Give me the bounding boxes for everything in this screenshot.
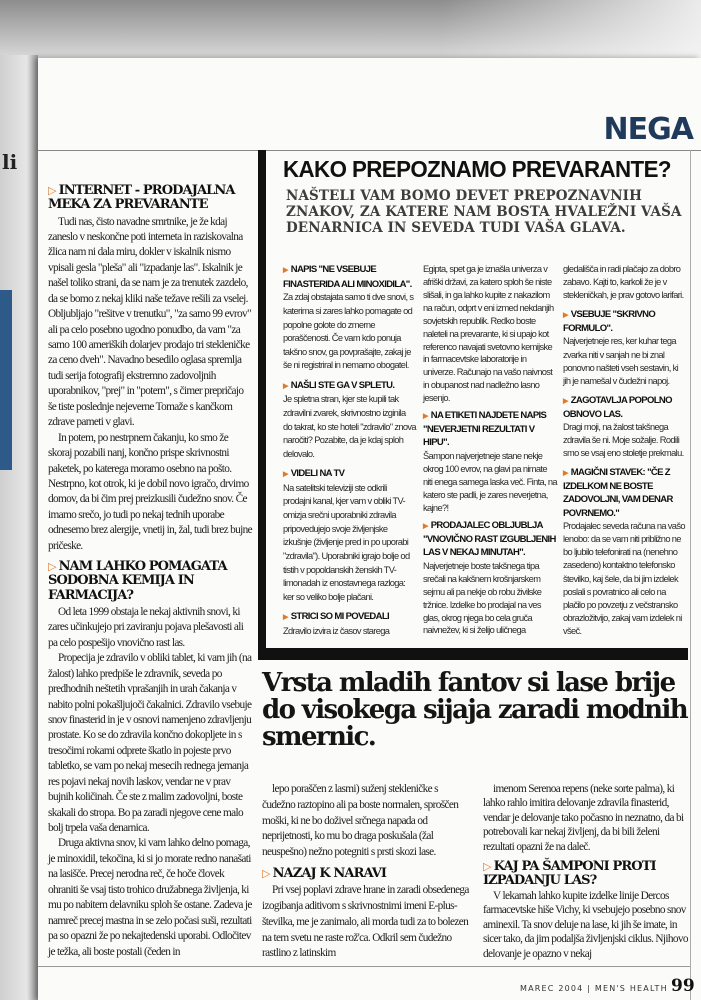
arrow-bullet-icon: ▶ — [563, 470, 568, 478]
paragraph: Tudi nas, čisto navadne smrtnike, je že kdaj zaneslo v neskončne poti interneta in raziskovalna žlica nam ni dala miru, dokler v iskalnik nismo vpisali gesla "pleša" ali "izpadanje las". Iskalnik je našel toliko strani, da se nam je za trenutek zazdelo, da se bomo z nekaj kliki naše težave rešili za vselej. Obljubljajo "rešitve v trenutku", "za samo 99 evrov" ali pa celo posebno ugodno ponudbo, da vam "za samo 100 ameriških dolarjev prodajo tri stekleničke za ceno dveh". Navadno besedilo oglasa spremlja tudi serija fotografij ekstremno zadovoljnih uporabnikov, "prej" in "potem", s čimer prepričajo še tiste poslednje nejeverne Tomaže s kančkom zdrave pameti v glavi. — [48, 215, 251, 429]
subheading — [283, 379, 416, 394]
arrow-bullet-icon: ▶ — [283, 267, 288, 274]
subheading — [483, 860, 688, 887]
triangle-bullet-icon: ▷ — [483, 860, 491, 874]
subheading-text: INTERNET - PRODAJALNA MEKA ZA PREVARANTE — [48, 183, 235, 213]
arrow-bullet-icon: ▶ — [283, 614, 288, 622]
subheading — [563, 394, 687, 421]
subheading — [283, 263, 416, 291]
triangle-bullet-icon: ▷ — [262, 866, 270, 880]
subheading — [283, 467, 416, 482]
paragraph: Šampon najverjetneje stane nekje okrog 100 evrov, na glavi pa nimate niti enega samega laska več. Finta, na katero ste padli, je zares neverjetna, kajne?! — [423, 451, 557, 513]
paragraph: Na satelitski televiziji ste odkrili prodajni kanal, kjer vam v obliki TV-omizja srečni uporabniki zdravila pripovedujejo svoje življenjske izkušnje (življenje pred in po uporabi "zdravila"). Uporabniki igrajo bolje od tistih v popoldanskih ženskih TV-limonadah iz enostavnega razloga: ker so veliko bolje plačani. — [283, 482, 410, 602]
arrow-bullet-icon: ▶ — [563, 397, 568, 405]
subheading-text: NAM LAHKO POMAGATA SODOBNA KEMIJA IN FARMACIJA? — [48, 559, 227, 603]
paragraph: imenom Serenoa repens (neke sorte palma), ki lahko rahlo imitira delovanje zdravila finasterid, vendar je delovanje tako počasno in neznatno, da bi potrebovali kar nekaj življenj, da bi bili želeni rezultati opazni že na daleč. — [483, 783, 684, 853]
paragraph: Dragi moji, na žalost takšnega zdravila še ni. Moje sožalje. Rodili smo se vsaj eno stoletje prekmalu. — [563, 422, 684, 459]
box-subtitle: NAŠTELI VAM BOMO DEVET PREPOZNAVNIH ZNAKOV, ZA KATERE NAM BOSTA HVALEŽNI VAŠA DENARNICA IN SEVEDA TUDI VAŠA GLAVA. — [286, 188, 682, 236]
box-column-1 — [283, 263, 416, 644]
arrow-bullet-icon: ▶ — [423, 413, 428, 421]
paragraph: Od leta 1999 obstaja le nekaj aktivnih snovi, ki zares učinkujejo pri zaviranju pojava plešavosti ali pa celo pospešijo vnovično rast las. — [48, 605, 244, 649]
paragraph: V lekarnah lahko kupite izdelke linije Dercos farmacevtske hiše Vichy, ki vsebujejo posebno snov aminexil. Ta snov deluje na lase, ki jih še imate, in sicer tako, da jim podaljša življenjski ciklus. Njihovo delovanje je opazno v nekaj — [483, 889, 688, 960]
section-label: NEGA — [603, 112, 693, 147]
arrow-bullet-icon: ▶ — [283, 471, 288, 479]
page-number: 99 — [671, 976, 695, 996]
triangle-bullet-icon: ▷ — [48, 184, 56, 197]
paragraph: Je spletna stran, kjer ste kupili tak zdravilni zvarek, skrivnostno izginila do takrat, ko ste hoteli "zdravilo" znova naročiti? Pozabite, da je kdaj sploh delovalo. — [283, 394, 416, 459]
paragraph: Prodajalec seveda računa na vašo lenobo: da se vam niti približno ne bo ljubilo telefonirati na (nenehno zasedeno) kontaktno telefonsko številko, kaj šele, da bi jim izdelek poslali s povratnico ali celo na plačilo po povzetju z večstransko obrazložitvijo, zakaj vam izdelek ni všeč. — [563, 520, 685, 637]
subheading — [563, 466, 687, 520]
paragraph: gledališča in radi plačajo za dobro zabavo. Kajti to, karkoli že je v stekleničkah, je prav gotovo larifari. — [563, 264, 684, 301]
paragraph: Druga aktivna snov, ki vam lahko delno pomaga, je minoxidil, tekočina, ki si jo morate redno nanašati na lasišče. Precej nerodna reč, če hoče človek ohraniti še vsaj tisto trohico družabnega življenja, ki mu po nabitem delavniku sploh še ostane. Zadeva je namreč precej mastna in se zelo počasi suši, rezultati pa so opazni že po nekajtedenski uporabi. Odločitev je težka, ali boste postali (čeden in — [48, 837, 252, 958]
subheading — [262, 867, 472, 882]
paragraph: Najverjetneje boste takšnega tipa srečali na kakšnem krošnjarskem sejmu ali pa nekje ob robu živilske tržnice. Izdelke bo prodajal na ves glas, okrog njega bo cela gruča naivnežev, ki si želijo uličnega — [423, 560, 542, 636]
paragraph: Zdravilo izvira iz časov starega — [283, 625, 390, 636]
top-rule — [38, 150, 701, 151]
box-left-bar — [258, 150, 266, 660]
footer-issue: MAREC 2004 | MEN'S HEALTH — [520, 984, 668, 993]
right-rule — [690, 150, 691, 1000]
previous-page-edge — [0, 55, 38, 1000]
subheading-text: PRODAJALEC OBLJUBLJA "VNOVIČNO RAST IZGUBLJENIH LAS V NEKAJ MINUTAH". — [423, 520, 556, 558]
paragraph: In potem, po nestrpnem čakanju, ko smo že skoraj pozabili nanj, končno prispe skrivnostni paketek, po katerega moramo osebno na pošto. Nestrpno, kot otrok, ki je dobil novo igračo, drvimo domov, da bi čim prej preizkusili čudežno snov. Če imamo srečo, jo tudi po nekaj tednih uporabe odnesemo brez alergije, vnetij in, žal, tudi brez bujne pričeske. — [48, 431, 253, 552]
subheading-text: NAPIS "NE VSEBUJE FINASTERIDA ALI MINOXIDILA". — [283, 264, 412, 290]
subheading-text: NA ETIKETI NAJDETE NAPIS "NEVERJETNI REZULTATI V HIPU". — [423, 410, 547, 449]
paragraph: Propecija je zdravilo v obliki tablet, ki vam jih (na žalost) lahko predpiše le zdravnik, seveda po predhodnih neštetih vprašanjih in urah čakanja v nabito polni pokašljujoči čakalnici. Zdravilo vsebuje snov finasterid in je v osnovi namenjeno zdravljenju prostate. Ko se do zdravila končno dokopljete in s tresočimi rokami odprete škatlo in pojeste prvo tabletko, se vam po nekaj mesecih rednega jemanja res pojavi nekaj novih laskov, vendar ne v prav bujnih količinah. Če ste z malim zadovoljni, boste skakali do stropa. Bo pa zaradi njegove cene malo bolj trpela vaša denarnica. — [48, 652, 252, 834]
arrow-bullet-icon: ▶ — [563, 312, 568, 319]
bottom-column-1 — [262, 782, 472, 962]
subheading — [283, 610, 416, 625]
arrow-bullet-icon: ▶ — [423, 523, 428, 531]
paragraph: lepo poraščen z lasmi) suženj stekleničke s čudežno raztopino ali pa boste normalen, sproščen moški, ki ne bo doživel srčnega napada od neprijetnosti, ko mu bo draga poskušala (žal neuspešno) nežno potegniti s prsti skozi lase. — [262, 783, 459, 859]
subheading-text: STRICI SO MI POVEDALI — [290, 611, 389, 623]
subheading — [48, 560, 253, 603]
subheading-text: ZAGOTAVLJA POPOLNO OBNOVO LAS. — [563, 394, 672, 420]
left-column — [48, 184, 253, 960]
paragraph: Egipta, spet ga je iznašla univerza v afriški državi, za katero sploh še niste slišali, in ga lahko kupite z nakazilom na račun, odprt v eni izmed nekdanjih sovjetskih republik. Redko boste naleteli na prevarante, ki si upajo kot referenco navajati svetovno kemijske in farmacevtske laboratorije in univerze. Računajo na vašo naivnost in obupanost nad nadležno lasno jesenjo. — [423, 264, 554, 404]
box-bottom-bar — [258, 648, 688, 660]
subheading-text: VSEBUJE "SKRIVNO FORMULO". — [563, 309, 656, 335]
box-title: KAKO PREPOZNAMO PREVARANTE? — [283, 156, 671, 182]
subheading — [563, 308, 687, 335]
subheading-text: NAZAJ K NARAVI — [272, 865, 387, 881]
subheading-text: NAŠLI STE GA V SPLETU. — [290, 379, 395, 391]
footer-rule — [38, 966, 690, 967]
subheading — [423, 520, 557, 560]
subheading — [423, 410, 557, 450]
arrow-bullet-icon: ▶ — [283, 382, 288, 390]
bottom-column-2 — [483, 782, 688, 961]
paragraph: Najverjetneje res, ker kuhar tega zvarka niti v sanjah ne bi znal ponovno našteti vseh sestavin, ki jih je namešal v čudežni napoj. — [563, 336, 678, 387]
subheading-text: KAJ PA ŠAMPONI PROTI IZPADANJU LAS? — [483, 859, 656, 888]
paragraph: Pri vsej poplavi zdrave hrane in zaradi obsedenega izogibanja aditivom s skrivnostnimi imeni E-plus-številka, me je zanimalo, ali morda tudi za to bolezen na tem svetu ne raste rož'ca. Odkril sem čudežno rastlino z latinskim — [262, 884, 469, 960]
box-column-3 — [563, 263, 687, 644]
paragraph: Za zdaj obstajata samo ti dve snovi, s katerima si zares lahko pomagate od popolne golote do zmerne poraščenosti. Če vam kdo ponuja takšno snov, ga povprašajte, zakaj je še ni registriral in nemarno obogatel. — [283, 292, 414, 371]
pull-quote: Vrsta mladih fantov si lase brije do visokega sijaja zaradi modnih smernic. — [262, 668, 688, 752]
box-column-2 — [423, 263, 557, 643]
subheading-text: MAGIČNI STAVEK: "ČE Z IZDELKOM NE BOSTE ZADOVOLJNI, VAM DENAR POVRNEMO." — [563, 467, 673, 519]
triangle-bullet-icon: ▷ — [48, 560, 56, 574]
previous-page-text-fragment: li — [2, 150, 18, 174]
previous-page-image-fragment — [0, 290, 12, 470]
subheading — [48, 184, 253, 213]
subheading-text: VIDELI NA TV — [290, 468, 345, 480]
